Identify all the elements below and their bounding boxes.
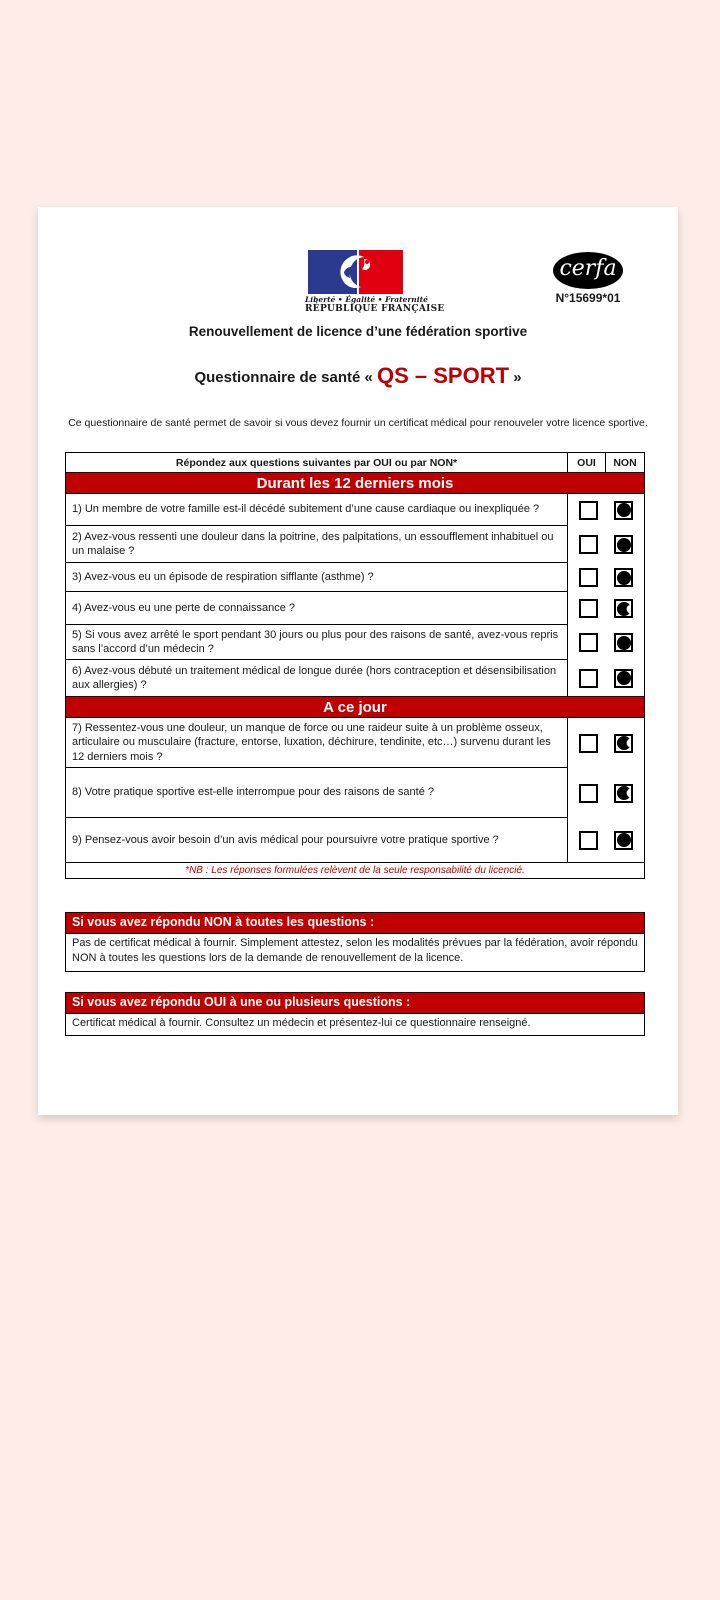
question-row xyxy=(66,768,567,818)
question-row xyxy=(66,818,567,862)
question-text: 3) Avez-vous eu un épisode de respiration sifflante (asthme) ? xyxy=(72,570,374,583)
q3-non-mark xyxy=(617,571,631,585)
question-text: 6) Avez-vous débuté un traitement médical de longue durée (hors contraception et désensibilisation aux allergies) ? xyxy=(72,664,557,691)
qs-sport-highlight: QS – SPORT xyxy=(377,363,510,388)
answer-row xyxy=(568,818,644,862)
q1-non-mark xyxy=(617,503,631,517)
rf-country: RÉPUBLIQUE FRANÇAISE xyxy=(305,304,445,314)
q6-oui-checkbox[interactable] xyxy=(579,669,598,688)
q7-non-mark xyxy=(617,736,631,750)
intro-paragraph: Ce questionnaire de santé permet de savoir si vous devez fournir un certificat médical pour renouveler votre licence sportive. xyxy=(68,417,648,429)
table-header-row xyxy=(66,453,644,472)
cerfa-logo-icon xyxy=(553,252,623,289)
republique-francaise-logo xyxy=(305,250,445,314)
q5-non-checkbox[interactable] xyxy=(614,633,633,652)
question-row xyxy=(66,718,567,768)
q4-oui-checkbox[interactable] xyxy=(579,599,598,618)
q1-oui-checkbox[interactable] xyxy=(579,501,598,520)
section-banner-12-months: Durant les 12 derniers mois xyxy=(66,472,644,494)
question-row xyxy=(66,526,567,563)
q3-non-checkbox[interactable] xyxy=(614,568,633,587)
question-text: 9) Pensez-vous avoir besoin d’un avis médical pour poursuivre votre pratique sportive ? xyxy=(72,833,499,846)
result-non-banner: Si vous avez répondu NON à toutes les questions : xyxy=(66,913,644,933)
question-text: 4) Avez-vous eu une perte de connaissance ? xyxy=(72,601,296,614)
q4-non-checkbox[interactable] xyxy=(614,599,633,618)
answer-row xyxy=(568,625,644,660)
q6-non-mark xyxy=(617,671,631,685)
section-today xyxy=(66,718,644,862)
question-row xyxy=(66,625,567,660)
question-text: 5) Si vous avez arrêté le sport pendant 30 jours ou plus pour des raisons de santé, avez-vous repris sans l’accord d’un médecin ? xyxy=(72,628,559,655)
question-text: 7) Ressentez-vous une douleur, un manque de force ou une raideur suite à un problème osseux, articulaire ou musculaire (fracture, entorse, luxation, déchirure, tendinite, etc…) survenu durant les 12 derniers mois ? xyxy=(72,722,551,763)
question-row xyxy=(66,563,567,592)
q5-oui-checkbox[interactable] xyxy=(579,633,598,652)
answer-column xyxy=(567,494,644,696)
document-page xyxy=(38,207,678,1115)
result-oui-section xyxy=(65,992,645,1036)
q2-oui-checkbox[interactable] xyxy=(579,535,598,554)
answer-row xyxy=(568,494,644,526)
q9-non-checkbox[interactable] xyxy=(614,831,633,850)
french-flag-marianne-icon xyxy=(308,250,403,294)
cerfa-number: N°15699*01 xyxy=(555,291,621,305)
answer-row xyxy=(568,718,644,768)
header-question-cell: Répondez aux questions suivantes par OUI ou par NON* xyxy=(175,456,458,469)
question-column xyxy=(66,494,567,696)
result-oui-body: Certificat médical à fournir. Consultez un médecin et présentez-lui ce questionnaire renseigné. xyxy=(66,1013,644,1035)
document-title: Renouvellement de licence d’une fédération sportive xyxy=(188,324,528,339)
q1-non-checkbox[interactable] xyxy=(614,501,633,520)
questionnaire-table xyxy=(65,452,645,879)
question-text: 8) Votre pratique sportive est-elle interrompue pour des raisons de santé ? xyxy=(72,786,434,799)
q6-non-checkbox[interactable] xyxy=(614,669,633,688)
answer-row xyxy=(568,660,644,696)
q8-non-mark xyxy=(617,786,631,800)
question-column xyxy=(66,718,567,862)
q7-non-checkbox[interactable] xyxy=(614,734,633,753)
rf-motto: Liberté • Égalité • Fraternité xyxy=(305,295,428,304)
section-12-months xyxy=(66,494,644,696)
result-non-body: Pas de certificat médical à fournir. Simplement attestez, selon les modalités prévues par la fédération, avoir répondu NON à toutes les questions lors de la demande de renouvellement de la licence. xyxy=(66,933,644,971)
cerfa-logo-text: cerfa xyxy=(559,256,617,281)
q8-non-checkbox[interactable] xyxy=(614,784,633,803)
header-non-cell: NON xyxy=(605,453,644,472)
result-non-section xyxy=(65,912,645,972)
q5-non-mark xyxy=(617,636,631,650)
result-oui-banner: Si vous avez répondu OUI à une ou plusieurs questions : xyxy=(66,993,644,1013)
q8-oui-checkbox[interactable] xyxy=(579,784,598,803)
subtitle-prefix: Questionnaire de santé « xyxy=(194,369,377,386)
question-row xyxy=(66,592,567,625)
answer-row xyxy=(568,563,644,592)
answer-row xyxy=(568,768,644,818)
question-row xyxy=(66,660,567,696)
cerfa-logo-block xyxy=(552,252,624,305)
q3-oui-checkbox[interactable] xyxy=(579,568,598,587)
q4-non-mark xyxy=(617,602,631,616)
question-text: 1) Un membre de votre famille est-il décédé subitement d’une cause cardiaque ou inexpliquée ? xyxy=(72,503,540,516)
answer-column xyxy=(567,718,644,862)
subtitle-suffix: » xyxy=(509,369,522,386)
question-text: 2) Avez-vous ressenti une douleur dans la poitrine, des palpitations, un essoufflement inhabituel ou un malaise ? xyxy=(72,530,554,557)
document-subtitle xyxy=(38,363,678,389)
q9-non-mark xyxy=(617,833,631,847)
question-row xyxy=(66,494,567,526)
q2-non-checkbox[interactable] xyxy=(614,535,633,554)
answer-row xyxy=(568,526,644,563)
table-footnote: *NB : Les réponses formulées relèvent de la seule responsabilité du licencié. xyxy=(66,862,644,878)
answer-row xyxy=(568,592,644,625)
q2-non-mark xyxy=(617,538,631,552)
q7-oui-checkbox[interactable] xyxy=(579,734,598,753)
section-banner-today: A ce jour xyxy=(66,696,644,718)
header-oui-cell: OUI xyxy=(567,453,605,472)
q9-oui-checkbox[interactable] xyxy=(579,831,598,850)
